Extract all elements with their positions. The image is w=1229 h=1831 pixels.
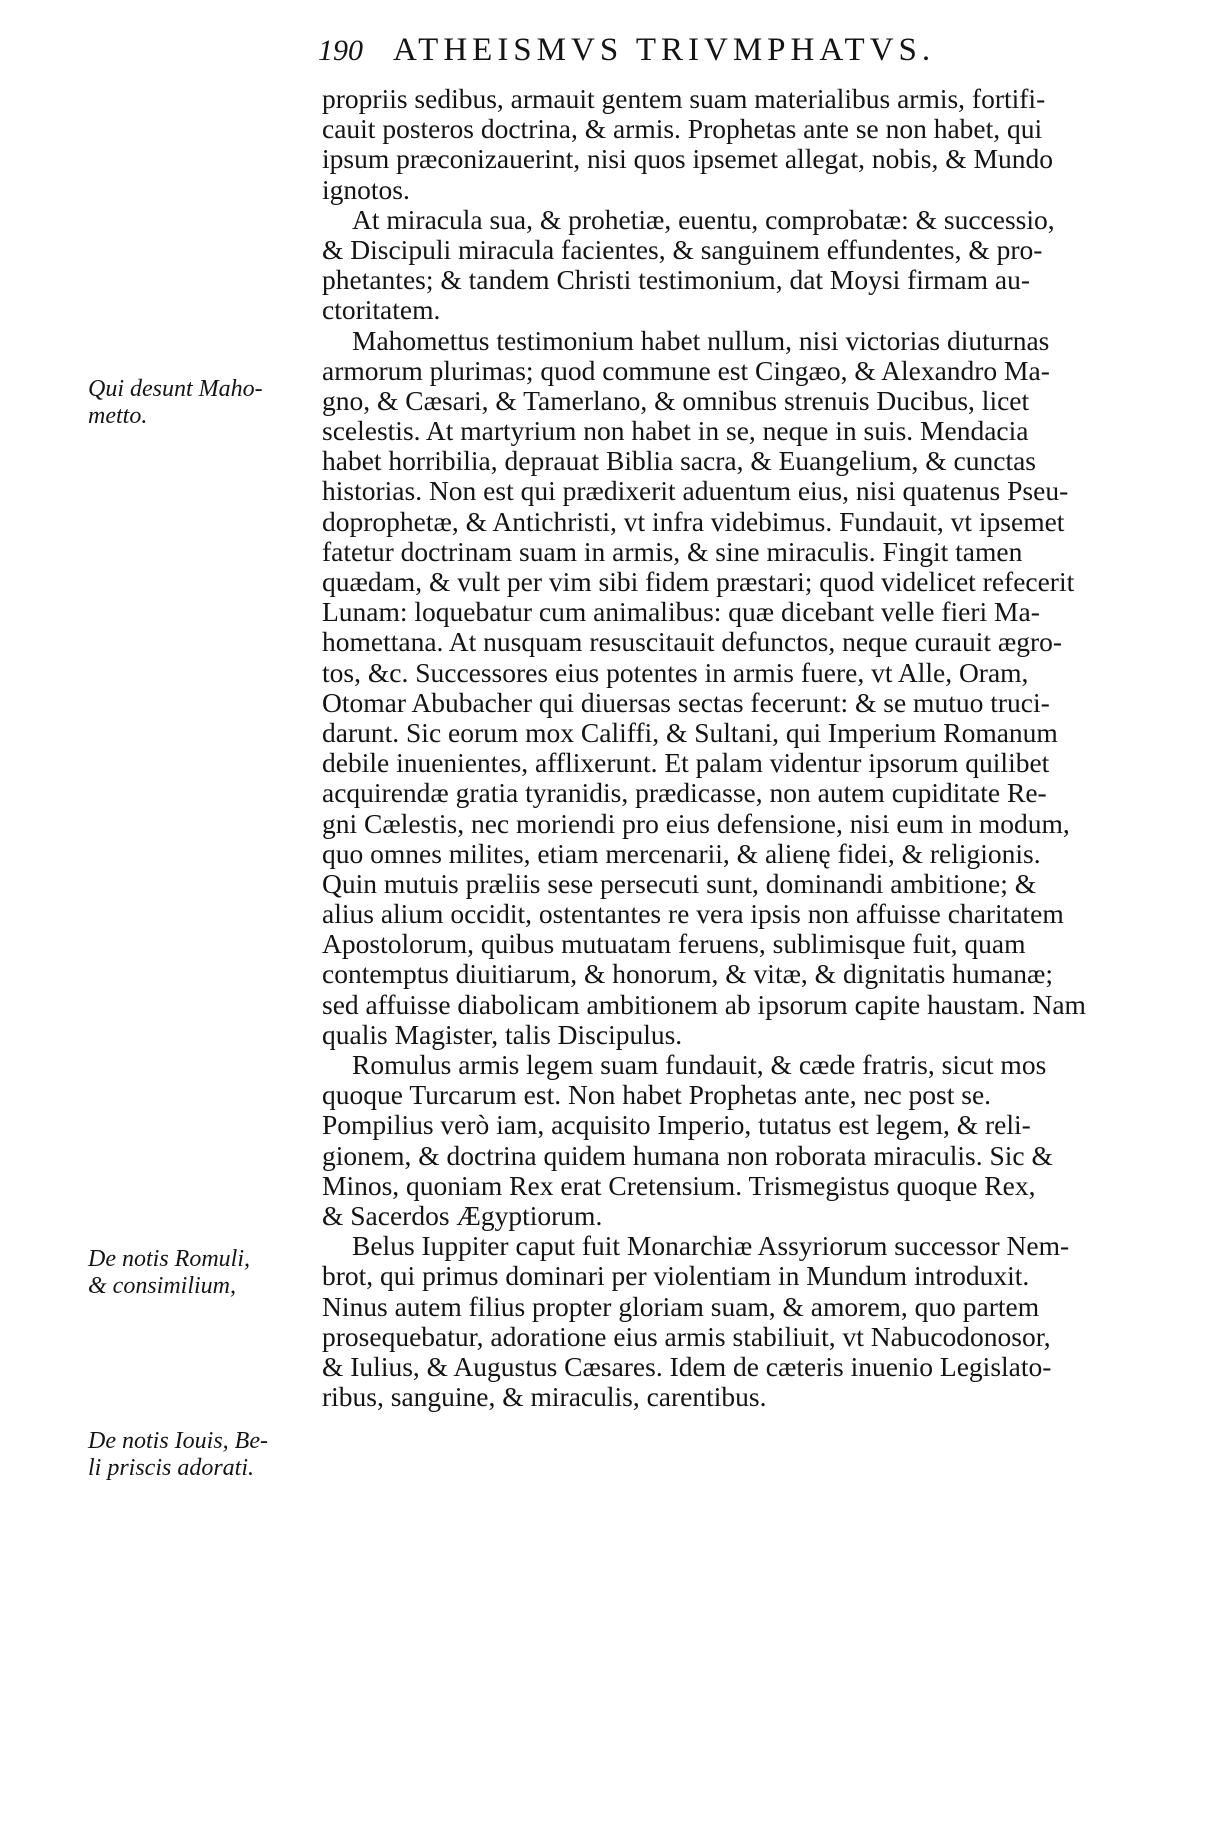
text-line: debile inuenientes, afflixerunt. Et palam videntur ipsorum quilibet bbox=[322, 747, 1050, 779]
text-line: habet horribilia, deprauat Biblia sacra, & Euangelium, & cunctas bbox=[322, 445, 1036, 477]
marginal-note-romuli bbox=[88, 1246, 313, 1300]
text-line: ignotos. bbox=[322, 173, 410, 205]
marginal-note-iouis bbox=[88, 1428, 313, 1482]
text-line: darunt. Sic eorum mox Califfi, & Sultani, qui Imperium Romanum bbox=[322, 716, 1058, 748]
running-title: ATHEISMVS TRIVMPHATVS. bbox=[393, 32, 936, 68]
text-line: ctoritatem. bbox=[322, 294, 441, 326]
text-line: quo omnes milites, etiam mercenarii, & alienę fidei, & religionis. bbox=[322, 837, 1041, 869]
paragraph-start-line: Belus Iuppiter caput fuit Monarchiæ Assyriorum successor Nem- bbox=[352, 1230, 1070, 1262]
text-line: historias. Non est qui prædixerit aduentum eius, nisi quatenus Pseu- bbox=[322, 475, 1069, 507]
text-line: sed affuisse diabolicam ambitionem ab ipsorum capite haustam. Nam bbox=[322, 988, 1086, 1020]
running-header bbox=[318, 28, 1018, 76]
marginal-note-line: De notis Romuli, bbox=[88, 1246, 250, 1272]
text-line: Minos, quoniam Rex erat Cretensium. Trismegistus quoque Rex, bbox=[322, 1169, 1036, 1201]
text-line: Pompilius verò iam, acquisito Imperio, tutatus est legem, & reli- bbox=[322, 1109, 1031, 1141]
text-line: acquirendæ gratia tyranidis, prædicasse, non autem cupiditate Re- bbox=[322, 777, 1047, 809]
text-line: contemptus diuitiarum, & honorum, & vitæ, & dignitatis humanæ; bbox=[322, 958, 1054, 990]
text-line: alius alium occidit, ostentantes re vera ipsis non affuisse charitatem bbox=[322, 898, 1064, 930]
text-line: fatetur doctrinam suam in armis, & sine miraculis. Fingit tamen bbox=[322, 535, 1023, 567]
text-line: propriis sedibus, armauit gentem suam materialibus armis, fortifi- bbox=[322, 83, 1046, 114]
text-line: gionem, & doctrina quidem humana non roborata miraculis. Sic & bbox=[322, 1139, 1053, 1171]
text-line: tos, &c. Successores eius potentes in armis fuere, vt Alle, Oram, bbox=[322, 656, 1029, 688]
marginal-note-line: metto. bbox=[88, 403, 148, 429]
text-line: qualis Magister, talis Discipulus. bbox=[322, 1018, 683, 1050]
text-line: ipsum præconizauerint, nisi quos ipsemet allegat, nobis, & Mundo bbox=[322, 143, 1053, 175]
text-line: prosequebatur, adoratione eius armis stabiliuit, vt Nabucodonosor, bbox=[322, 1320, 1051, 1352]
text-line: Ninus autem filius propter gloriam suam, & amorem, quo partem bbox=[322, 1290, 1040, 1322]
text-line: doprophetæ, & Antichristi, vt infra videbimus. Fundauit, vt ipsemet bbox=[322, 505, 1065, 537]
marginal-note-line: Qui desunt Maho- bbox=[88, 376, 263, 402]
paragraph-start-line: At miracula sua, & prohetiæ, euentu, comprobatæ: & successio, bbox=[352, 203, 1055, 235]
text-line: homettana. At nusquam resuscitauit defunctos, neque curauit ægro- bbox=[322, 626, 1063, 658]
text-line: brot, qui primus dominari per violentiam in Mundum introduxit. bbox=[322, 1260, 1030, 1292]
marginal-note-mahometto bbox=[88, 376, 313, 430]
text-line: cauit posteros doctrina, & armis. Prophetas ante se non habet, qui bbox=[322, 113, 1043, 145]
text-line: & Iulius, & Augustus Cæsares. Idem de cæteris inuenio Legislato- bbox=[322, 1350, 1052, 1382]
marginal-note-line: De notis Iouis, Be- bbox=[88, 1428, 268, 1454]
text-line: Lunam: loquebatur cum animalibus: quæ dicebant velle fieri Ma- bbox=[322, 596, 1040, 628]
main-text-block bbox=[322, 84, 1190, 1412]
text-line: Apostolorum, quibus mutuatam feruens, sublimisque fuit, quam bbox=[322, 928, 1026, 960]
text-line: armorum plurimas; quod commune est Cingæo, & Alexandro Ma- bbox=[322, 354, 1050, 386]
text-line: & Discipuli miracula facientes, & sanguinem effundentes, & pro- bbox=[322, 233, 1043, 265]
text-line: gni Cælestis, nec moriendi pro eius defensione, nisi eum in modum, bbox=[322, 807, 1070, 839]
paragraph-start-line: Romulus armis legem suam fundauit, & cæde fratris, sicut mos bbox=[352, 1049, 1047, 1080]
text-line: scelestis. At martyrium non habet in se, neque in suis. Mendacia bbox=[322, 415, 1029, 447]
marginal-note-line: & consimilium, bbox=[88, 1273, 236, 1299]
text-line: & Sacerdos Ægyptiorum. bbox=[322, 1199, 603, 1231]
text-line: gno, & Cæsari, & Tamerlano, & omnibus strenuis Ducibus, licet bbox=[322, 384, 1030, 416]
page-number: 190 bbox=[318, 34, 363, 67]
paragraph-start-line: Mahomettus testimonium habet nullum, nisi victorias diuturnas bbox=[352, 324, 1050, 356]
text-line: quædam, & vult per vim sibi fidem præstari; quod videlicet refecerit bbox=[322, 566, 1075, 597]
text-line: Quin mutuis præliis sese persecuti sunt, dominandi ambitione; & bbox=[322, 867, 1037, 899]
text-line: phetantes; & tandem Christi testimonium, dat Moysi firmam au- bbox=[322, 264, 1031, 296]
marginal-note-line: li priscis adorati. bbox=[88, 1455, 255, 1481]
text-line: Otomar Abubacher qui diuersas sectas fecerunt: & se mutuo truci- bbox=[322, 686, 1050, 718]
text-line: quoque Turcarum est. Non habet Prophetas ante, nec post se. bbox=[322, 1079, 992, 1111]
text-line: ribus, sanguine, & miraculis, carentibus. bbox=[322, 1381, 767, 1413]
